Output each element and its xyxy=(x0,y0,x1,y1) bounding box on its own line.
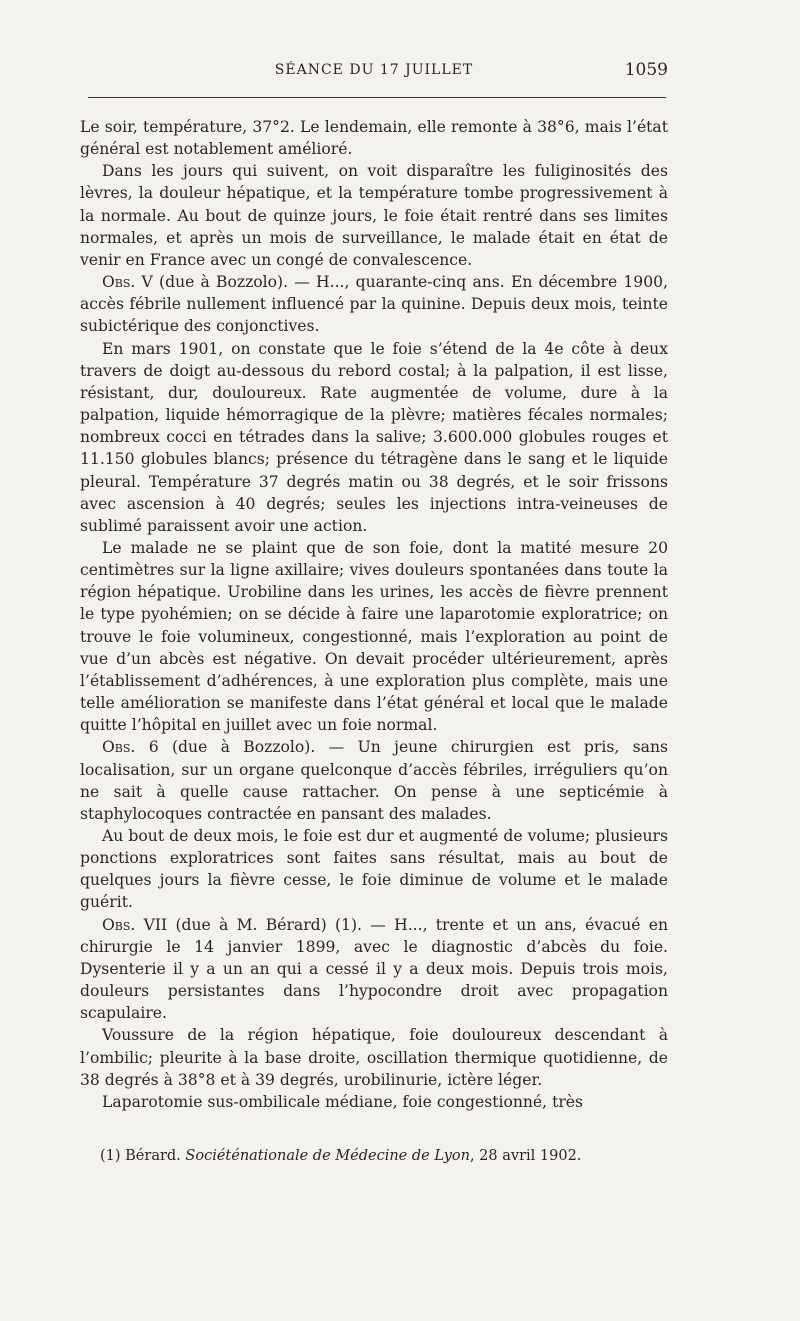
paragraph xyxy=(80,338,668,537)
running-head-title: SÉANCE DU 17 JUILLET xyxy=(274,62,474,78)
paragraph-text: 6 (due à Bozzolo). — Un jeune chirurgien est pris, sans localisation, sur un organe quelconque d’accès fébriles, irréguliers qu’on ne sait à quelle cause rattacher. On pense à une septicémie à staphylocoques contractée en pansant des malades. xyxy=(80,738,668,823)
header-rule xyxy=(88,97,666,98)
paragraph-text: Voussure de la région hépatique, foie douloureux descendant à l’ombilic; pleurite à la base droite, oscillation thermique quotidienne, de 38 degrés à 38°8 et à 39 degrés, urobilinurie, ictère léger. xyxy=(80,1026,668,1089)
observation-paragraph xyxy=(80,736,668,825)
paragraph xyxy=(80,537,668,736)
body-text xyxy=(80,116,668,1113)
paragraph xyxy=(80,160,668,271)
page-number: 1059 xyxy=(624,60,668,80)
paragraph-text: V (due à Bozzolo). — H..., quarante-cinq ans. En décembre 1900, accès fébrile nullement influencé par la quinine. Depuis deux mois, teinte subictérique des conjonctives. xyxy=(80,273,668,336)
footnote xyxy=(100,1146,670,1166)
paragraph-text: Le soir, température, 37°2. Le lendemain, elle remonte à 38°6, mais l’état général est notablement amélioré. xyxy=(80,118,668,159)
paragraph-text: Dans les jours qui suivent, on voit disparaître les fuliginosités des lèvres, la douleur hépatique, et la température tombe progressivement à la normale. Au bout de quinze jours, le foie était rentré dans ses limites normales, et après un mois de surveillance, le malade était en état de venir en France avec un congé de convalescence. xyxy=(80,162,668,269)
running-head xyxy=(78,58,670,88)
paragraph xyxy=(80,825,668,914)
footnote-marker: (1) Bérard. xyxy=(100,1148,186,1164)
observation-paragraph xyxy=(80,914,668,1025)
footnote-journal-title: Sociéténationale de Médecine de Lyon xyxy=(185,1148,470,1164)
observation-label: Obs. xyxy=(102,915,136,934)
paragraph xyxy=(80,1024,668,1090)
observation-label: Obs. xyxy=(102,273,136,292)
footnote-rest: , 28 avril 1902. xyxy=(469,1148,582,1164)
paragraph-text: En mars 1901, on constate que le foie s’étend de la 4e côte à deux travers de doigt au-dessous du rebord costal; à la palpation, il est lisse, résistant, dur, douloureux. Rate augmentée de volume, dure à la palpation, liquide hémorragique de la plèvre; matières fécales normales; nombreux cocci en tétrades dans la salive; 3.600.000 globules rouges et 11.150 globules blancs; présence du tétragène dans le sang et le liquide pleural. Température 37 degrés matin ou 38 degrés, et le soir frissons avec ascension à 40 degrés; seules les injections intra-veineuses de sublimé paraissent avoir une action. xyxy=(80,339,668,535)
paragraph-text: VII (due à M. Bérard) (1). — H..., trente et un ans, évacué en chirurgie le 14 janvier 1899, avec le diagnostic d’abcès du foie. Dysenterie il y a un an qui a cessé il y a deux mois. Depuis trois mois, douleurs persistantes dans l’hypocondre droit avec propagation scapulaire. xyxy=(80,915,668,1023)
paragraph xyxy=(80,116,668,160)
paragraph-text: Le malade ne se plaint que de son foie, dont la matité mesure 20 centimètres sur la ligne axillaire; vives douleurs spontanées dans toute la région hépatique. Urobiline dans les urines, les accès de fièvre prennent le type pyohémien; on se décide à faire une laparotomie exploratrice; on trouve le foie volumineux, congestionné, mais l’exploration au point de vue d’un abcès est négative. On devait procéder ultérieurement, après l’établissement d’adhérences, à une exploration plus complète, mais une telle amélioration se manifeste dans l’état général et local que le malade quitte l’hôpital en juillet avec un foie normal. xyxy=(80,538,668,735)
observation-paragraph xyxy=(80,271,668,337)
paragraph-text: Laparotomie sus-ombilicale médiane, foie congestionné, très xyxy=(102,1092,584,1111)
observation-label: Obs. xyxy=(102,738,136,757)
paragraph-text: Au bout de deux mois, le foie est dur et augmenté de volume; plusieurs ponctions exploratrices sont faites sans résultat, mais au bout de quelques jours la fièvre cesse, le foie diminue de volume et le malade guérit. xyxy=(80,827,668,912)
paragraph xyxy=(80,1091,668,1113)
